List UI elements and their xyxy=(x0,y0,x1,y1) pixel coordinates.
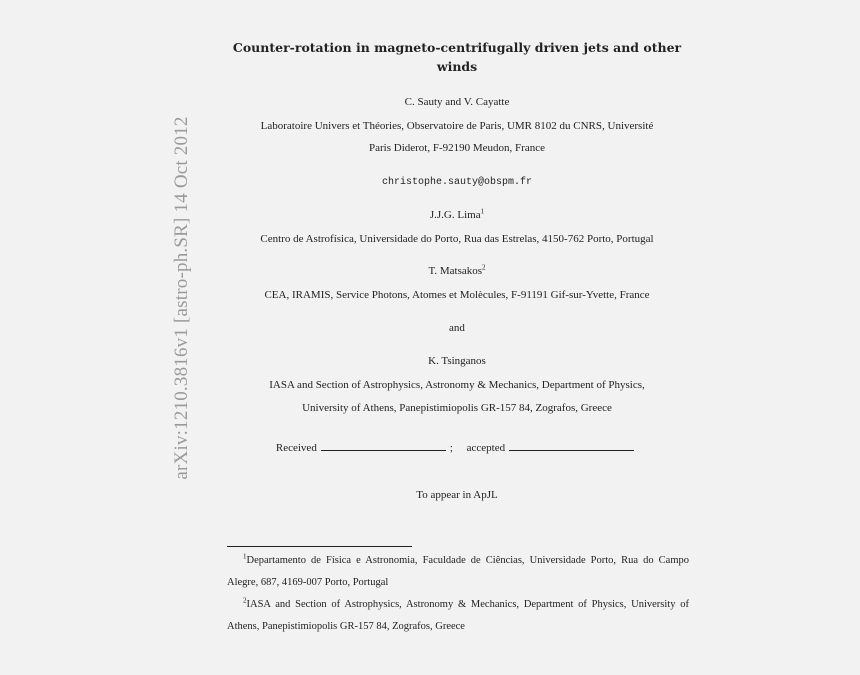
affiliation-3: CEA, IRAMIS, Service Photons, Atomes et Molècules, F-91191 Gif-sur-Yvette, France xyxy=(264,289,650,301)
received-date-blank xyxy=(321,440,446,451)
author-list-primary: C. Sauty and V. Cayatte xyxy=(404,96,510,108)
affiliation-1-line-2: Paris Diderot, F-92190 Meudon, France xyxy=(369,142,545,154)
author-matsakos-name: T. Matsakos xyxy=(428,265,483,277)
footnote-rule xyxy=(227,546,412,547)
author-matsakos xyxy=(227,264,687,278)
footnote-1-mark: 1 xyxy=(243,552,247,561)
author-tsinganos: K. Tsinganos xyxy=(428,355,486,367)
author-lima-name: J.J.G. Lima xyxy=(429,209,481,221)
publication-status: To appear in ApJL xyxy=(416,489,498,501)
footnote-mark-2: 2 xyxy=(482,263,486,272)
received-separator: ; xyxy=(449,442,453,454)
author-lima xyxy=(227,208,687,222)
received-accepted-line xyxy=(227,440,687,455)
and-separator: and xyxy=(449,322,465,334)
footnote-2-mark: 2 xyxy=(243,596,247,605)
author-email[interactable]: christophe.sauty@obspm.fr xyxy=(381,177,533,188)
paper-title: Counter-rotation in magneto-centrifugally driven jets and other winds xyxy=(232,40,682,74)
affiliation-2: Centro de Astrofísica, Universidade do Porto, Rua das Estrelas, 4150-762 Porto, Portugal xyxy=(260,233,654,245)
received-label: Received xyxy=(275,442,317,454)
accepted-label: accepted xyxy=(466,442,506,454)
affiliation-4-line-1: IASA and Section of Astrophysics, Astronomy & Mechanics, Department of Physics, xyxy=(269,379,645,391)
arxiv-identifier-stamp: arXiv:1210.3816v1 [astro-ph.SR] 14 Oct 2012 xyxy=(171,116,192,480)
affiliation-4-line-2: University of Athens, Panepistimiopolis GR-157 84, Zografos, Greece xyxy=(302,402,612,414)
footnote-1-text: Departamento de Física e Astronomia, Faculdade de Ciências, Universidade Porto, Rua do Campo Alegre, 687, 4169-007 Porto, Portugal xyxy=(227,555,689,588)
affiliation-1-line-1: Laboratoire Univers et Théories, Observatoire de Paris, UMR 8102 du CNRS, Université xyxy=(260,120,654,132)
accepted-date-blank xyxy=(509,440,634,451)
footnote-2-text: IASA and Section of Astrophysics, Astronomy & Mechanics, Department of Physics, University of Athens, Panepistimiopolis GR-157 84, Zografos, Greece xyxy=(227,599,689,632)
footnote-2 xyxy=(227,594,689,638)
footnote-mark-1: 1 xyxy=(480,207,485,216)
footnote-1 xyxy=(227,550,689,594)
